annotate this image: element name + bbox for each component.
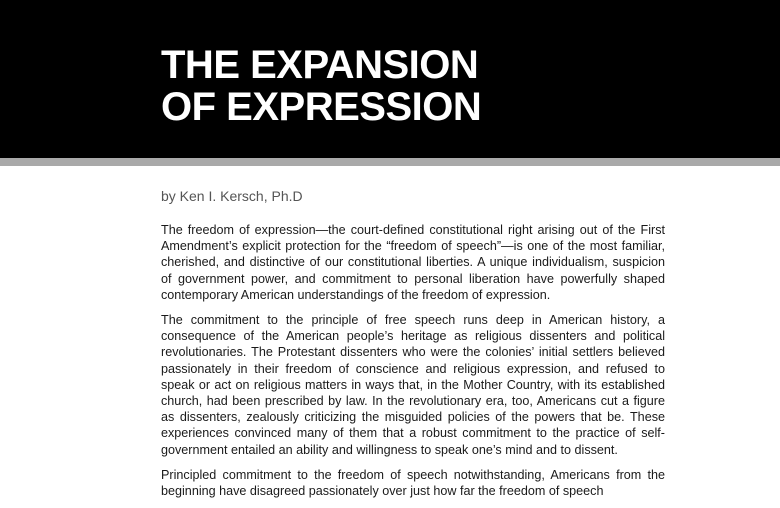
article-body (161, 222, 665, 508)
article-title-line-2: OF EXPRESSION (161, 85, 482, 129)
title-banner (0, 0, 780, 158)
banner-divider (0, 158, 780, 166)
paragraph-3: Principled commitment to the freedom of speech notwithstanding, Americans from the beginning have disagreed passionately over just how far the freedom of speech (161, 467, 665, 499)
paragraph-1: The freedom of expression—the court-defined constitutional right arising out of the First Amendment’s explicit protection for the “freedom of speech”—is one of the most familiar, cherished, and distinctive of our constitutional liberties. A unique individualism, suspicion of government power, and commitment to personal liberation have powerfully shaped contemporary American understandings of the freedom of expression. (161, 223, 665, 302)
paragraph-2: The commitment to the principle of free speech runs deep in American history, a consequence of the American people’s heritage as religious dissenters and political revolutionaries. The Protestant dissenters who were the colonies’ initial settlers believed passionately in their freedom of conscience and religious expression, and refused to speak or act on religious matters in ways that, in the Mother Country, with its established church, had been prescribed by law. In the revolutionary era, too, Americans cut a figure as dissenters, zealously criticizing the misguided policies of the powers that be. These experiences convinced many of them that a robust commitment to the practice of self-government entailed an ability and willingness to speak one’s mind and to dissent. (161, 313, 665, 457)
byline: by Ken I. Kersch, Ph.D (161, 188, 303, 204)
article-title (161, 44, 481, 128)
article-title-line-1: THE EXPANSION (161, 43, 479, 87)
